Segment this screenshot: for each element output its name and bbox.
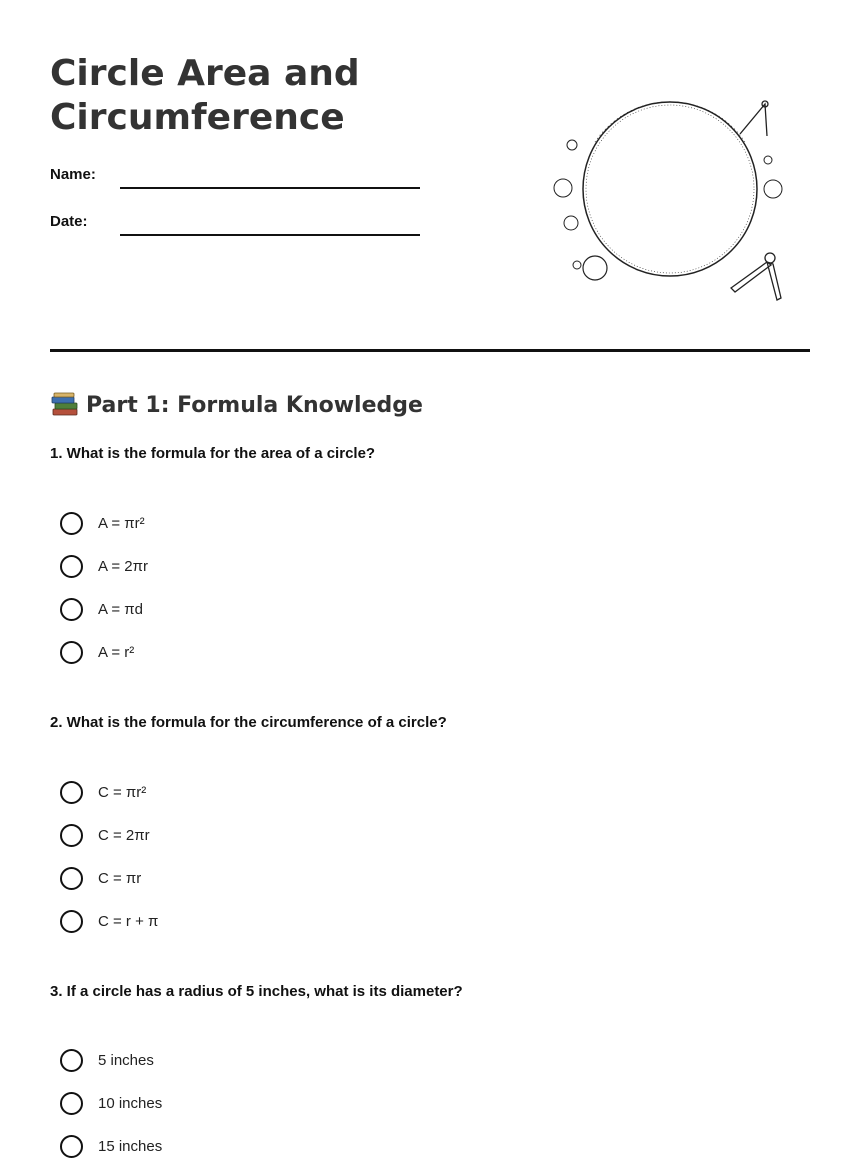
option-label: C = r + π (98, 912, 159, 930)
compass-bottom (731, 253, 781, 300)
radio-button[interactable] (60, 512, 83, 535)
radio-button[interactable] (60, 555, 83, 578)
name-field[interactable] (120, 187, 420, 189)
q1-option-a[interactable] (60, 511, 145, 535)
radio-button[interactable] (60, 1049, 83, 1072)
radio-button[interactable] (60, 824, 83, 847)
section-heading (50, 390, 423, 420)
option-label: C = 2πr (98, 826, 150, 844)
option-label: C = πr (98, 869, 142, 887)
option-label: 5 inches (98, 1051, 154, 1069)
compass-top (740, 101, 768, 136)
radio-button[interactable] (60, 910, 83, 933)
q3-option-b[interactable] (60, 1091, 162, 1115)
books-icon (50, 391, 80, 419)
name-label: Name: (50, 166, 96, 183)
q1-option-c[interactable] (60, 597, 143, 621)
radio-button[interactable] (60, 867, 83, 890)
date-label: Date: (50, 213, 88, 230)
q1-option-d[interactable] (60, 640, 134, 664)
option-label: A = r² (98, 643, 135, 661)
option-label: 10 inches (98, 1094, 163, 1112)
question-3: 3. If a circle has a radius of 5 inches, what is its diameter? (50, 983, 463, 1000)
option-label: A = 2πr (98, 557, 148, 575)
radio-button[interactable] (60, 781, 83, 804)
page-title (50, 52, 470, 140)
section-title: Part 1: Formula Knowledge (86, 392, 423, 418)
option-label: A = πr² (98, 514, 145, 532)
q3-option-c[interactable] (60, 1134, 162, 1158)
question-1: 1. What is the formula for the area of a circle? (50, 445, 376, 462)
option-label: 15 inches (98, 1137, 163, 1155)
q2-option-a[interactable] (60, 780, 146, 804)
q2-option-c[interactable] (60, 866, 141, 890)
date-field[interactable] (120, 234, 420, 236)
option-label: C = πr² (98, 783, 147, 801)
main-circle (583, 102, 757, 276)
q2-option-b[interactable] (60, 823, 150, 847)
title-line-1: Circle Area and (50, 53, 360, 94)
question-2: 2. What is the formula for the circumference of a circle? (50, 714, 447, 731)
radio-button[interactable] (60, 1135, 83, 1158)
title-line-2: Circumference (50, 97, 345, 138)
option-label: A = πd (98, 600, 143, 618)
header-divider (50, 349, 810, 352)
radio-button[interactable] (60, 598, 83, 621)
q3-option-a[interactable] (60, 1048, 154, 1072)
compass-circle-illustration (545, 92, 795, 312)
q2-option-d[interactable] (60, 909, 158, 933)
q1-option-b[interactable] (60, 554, 148, 578)
radio-button[interactable] (60, 1092, 83, 1115)
radio-button[interactable] (60, 641, 83, 664)
